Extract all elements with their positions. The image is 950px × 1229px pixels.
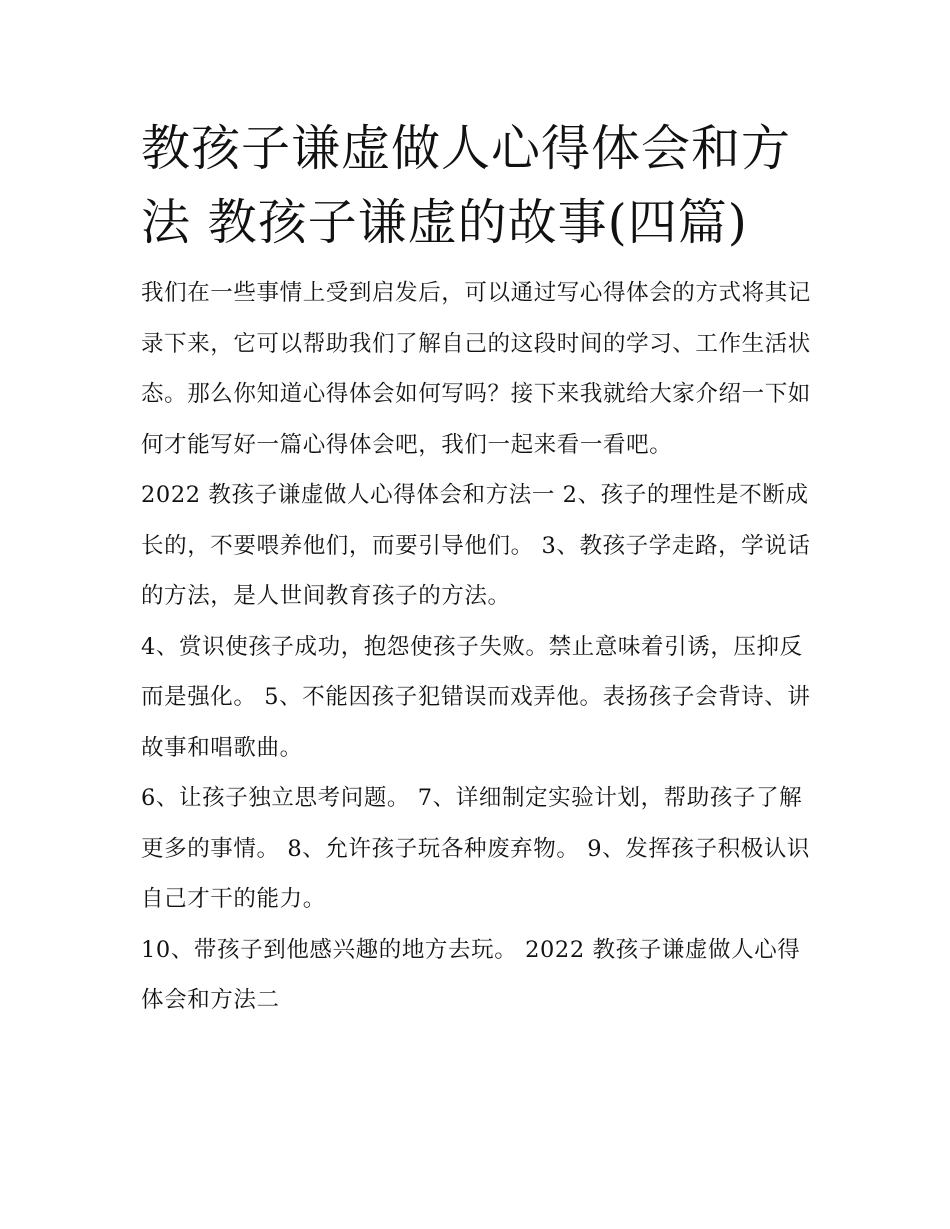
paragraph-item-10: 10、带孩子到他感兴趣的地方去玩。 2022 教孩子谦虚做人心得体会和方法二 xyxy=(141,936,801,1013)
document-title: 教孩子谦虚做人心得体会和方法 教孩子谦虚的故事(四篇) xyxy=(141,120,792,251)
paragraph-items-6-9: 6、让孩子独立思考问题。 7、详细制定实验计划，帮助孩子了解更多的事情。 8、允许孩子玩各种废弃物。 9、发挥孩子积极认识自己才干的能力。 xyxy=(141,785,811,912)
paragraph-items-4-5: 4、赏识使孩子成功，抱怨使孩子失败。禁止意味着引诱，压抑反而是强化。 5、不能因孩子犯错误而戏弄他。表扬孩子会背诗、讲故事和唱歌曲。 xyxy=(141,633,811,761)
document-body xyxy=(141,112,821,1026)
paragraph-intro: 我们在一些事情上受到启发后，可以通过写心得体会的方式将其记录下来，它可以帮助我们了解自己的这段时间的学习、工作生活状态。那么你知道心得体会如何写吗？接下来我就给大家介绍一下如何才能写好一篇心得体会吧，我们一起来看一看吧。 xyxy=(141,280,811,458)
paragraph-method-one: 2022 教孩子谦虚做人心得体会和方法一 2、孩子的理性是不断成长的，不要喂养他们，而要引导他们。 3、教孩子学走路，学说话的方法，是人世间教育孩子的方法。 xyxy=(141,482,811,609)
